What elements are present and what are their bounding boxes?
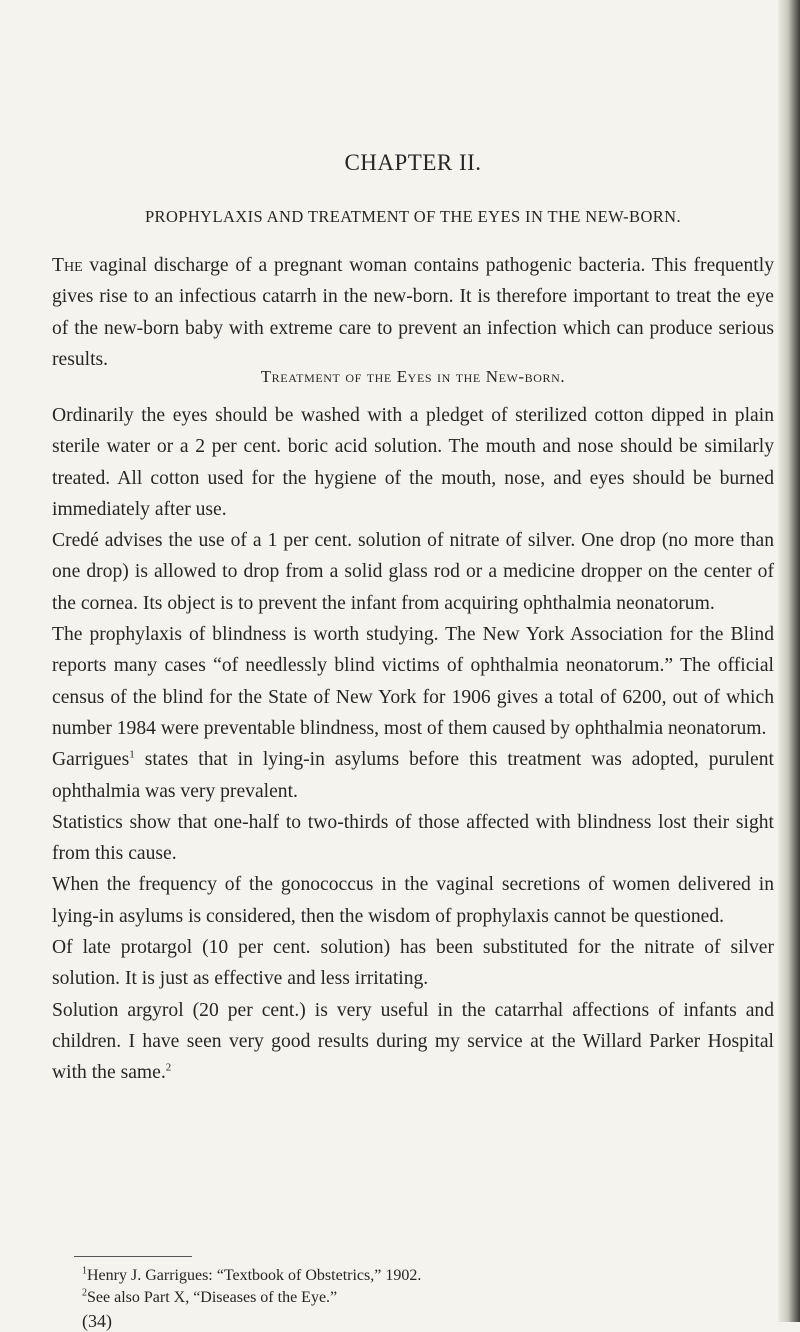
garrigues-text: states that in lying-in asylums before this treatment was adopted, purulent ophthalmia was very prevalent. [52,749,774,802]
intro-lead-word: The [52,255,83,276]
paragraph-statistics: Statistics show that one-half to two-thirds of those affected with blindness lost their sight from this cause. [52,811,774,865]
argyrol-text: Solution argyrol (20 per cent.) is very useful in the catarrhal affections of infants and children. I have seen very good results during my service at the Willard Parker Hospital with the same. [52,999,774,1084]
paragraph-washing: Ordinarily the eyes should be washed with a pledget of sterilized cotton dipped in plain sterile water or a 2 per cent. boric acid solution. The mouth and nose should be similarly treated. All cotton used for the hygiene of the mouth, nose, and eyes should be burned immediately after use. [52,405,774,520]
footnote-1 [82,1265,782,1287]
garrigues-name: Garrigues [52,749,130,771]
footnote-text-2: See also Part X, “Diseases of the Eye.” [87,1289,338,1306]
chapter-title: PROPHYLAXIS AND TREATMENT OF THE EYES IN THE NEW-BORN. [144,207,682,226]
footnote-mark-1: 1 [82,1265,87,1277]
intro-paragraph [52,250,774,375]
footnote-rule [74,1256,192,1257]
paragraph-crede: Credé advises the use of a 1 per cent. solution of nitrate of silver. One drop (no more than one drop) is allowed to drop from a solid glass rod or a medicine dropper on the center of the cornea. Its object is to prevent the infant from acquiring ophthalmia neonatorum. [52,530,774,614]
page-number: (34) [82,1311,112,1331]
paragraph-argyrol [52,995,774,1089]
footnote-2 [82,1287,782,1309]
chapter-heading: CHAPTER II. [344,150,482,175]
paragraph-prophylaxis: The prophylaxis of blindness is worth studying. The New York Association for the Blind reports many cases “of needlessly blind victims of ophthalmia neonatorum.” The official census of the blind for the State of New York for 1906 gives a total of 6200, out of which number 1984 were preventable blindness, most of them caused by ophthalmia neonatorum. [52,624,774,739]
footnote-ref-1: 1 [129,748,135,761]
paragraph-protargol: Of late protargol (10 per cent. solution) has been substituted for the nitrate of silver solution. It is just as effective and less irritating. [52,937,774,990]
section-subheading: Treatment of the Eyes in the New-born. [260,367,566,386]
footnote-ref-2: 2 [165,1061,172,1074]
paragraph-gonococcus: When the frequency of the gonococcus in the vaginal secretions of women delivered in lying-in asylums is considered, then the wisdom of prophylaxis cannot be questioned. [52,874,774,927]
footnotes [82,1265,782,1309]
paragraph-garrigues [52,744,774,807]
section-body [52,400,774,1089]
intro-text: vaginal discharge of a pregnant woman contains pathogenic bacteria. This frequently gives rise to an infectious catarrh in the new-born. It is therefore important to treat the eye of the new-born baby with extreme care to prevent an infection which can produce serious results. [52,255,774,370]
page-edge-shadow [778,0,800,1322]
footnote-mark-2: 2 [82,1287,87,1299]
footnote-text-1: Henry J. Garrigues: “Textbook of Obstetrics,” 1902. [87,1267,422,1284]
